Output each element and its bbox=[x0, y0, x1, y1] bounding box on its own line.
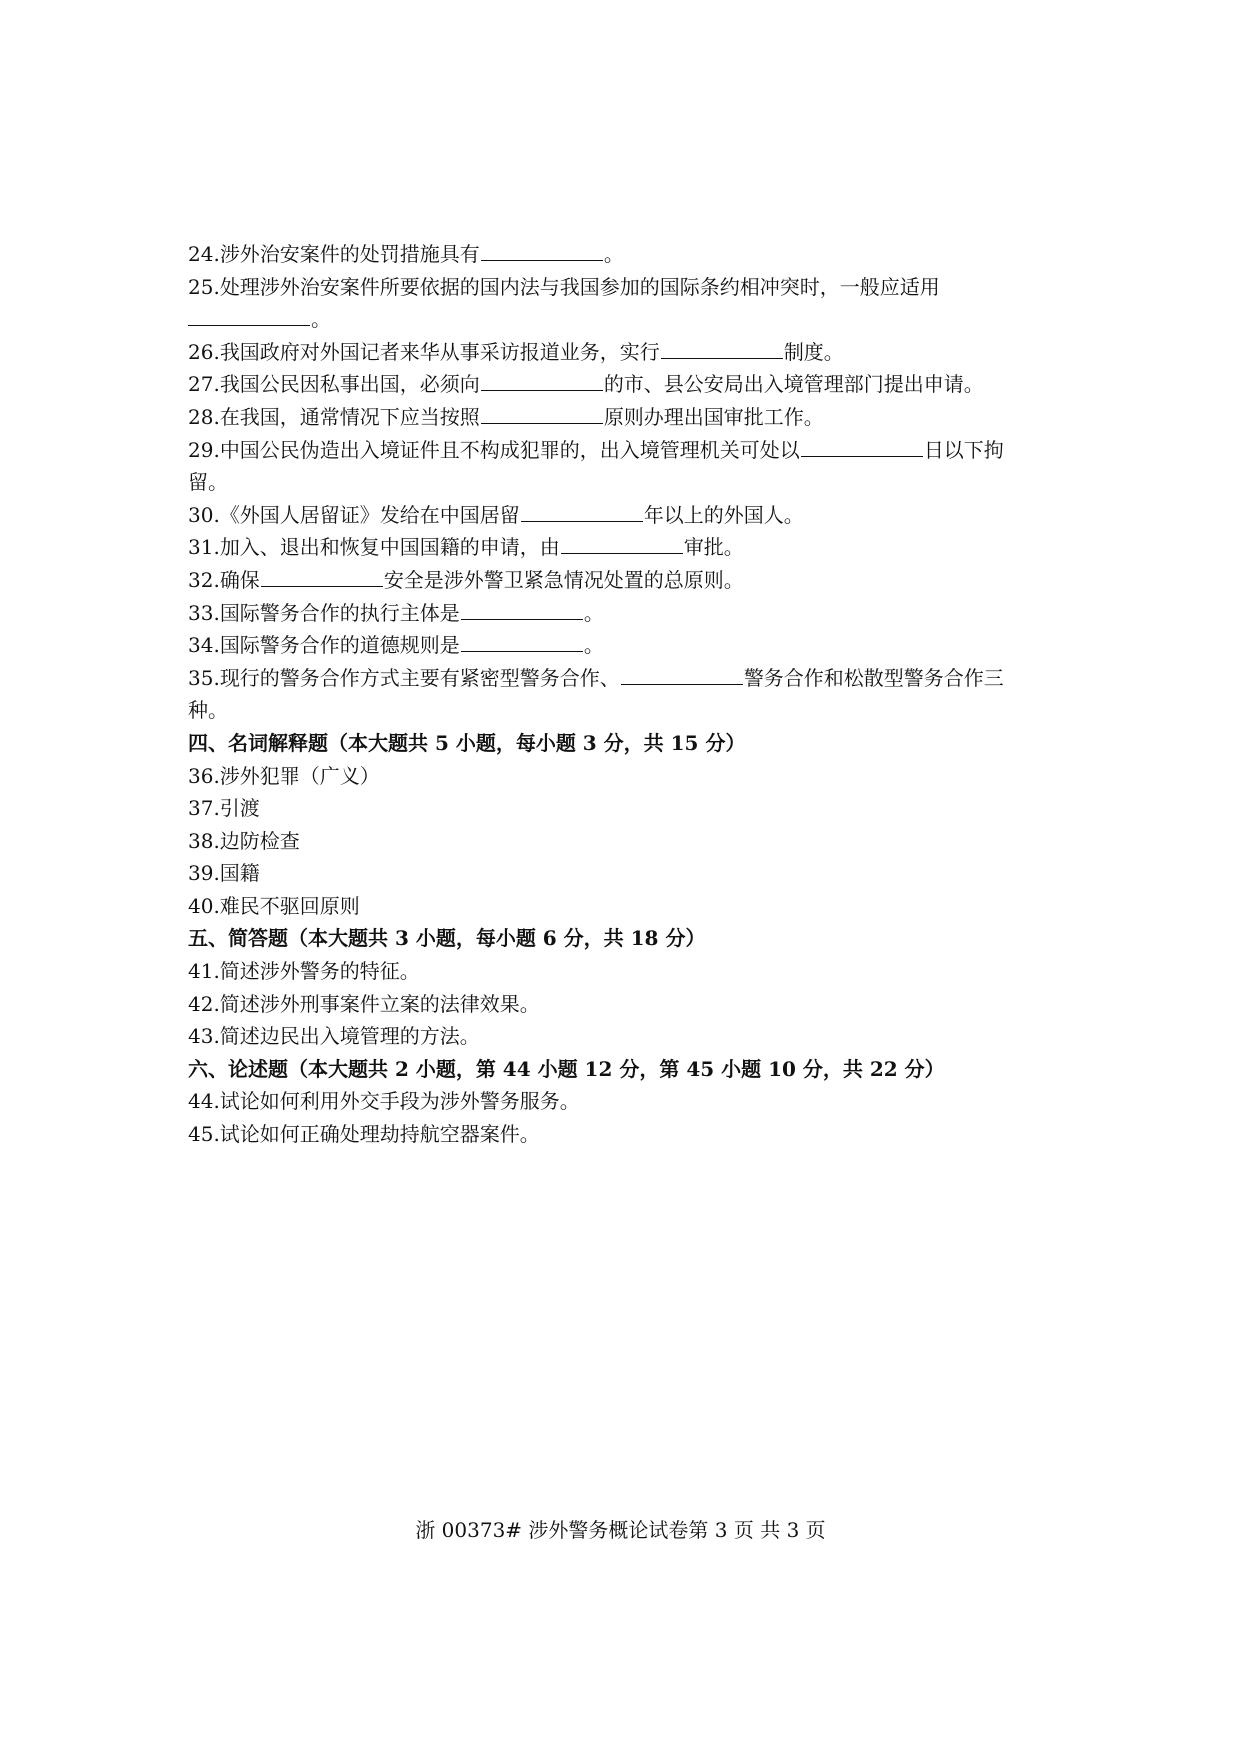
question-34: 34.国际警务合作的道德规则是 。 bbox=[188, 629, 1068, 662]
question-24: 24.涉外治安案件的处罚措施具有 。 bbox=[188, 238, 1068, 271]
question-25-continued: 。 bbox=[188, 303, 1068, 336]
question-29: 29.中国公民伪造出入境证件且不构成犯罪的，出入境管理机关可处以 日以下拘 bbox=[188, 434, 1068, 467]
question-43: 43.简述边民出入境管理的方法。 bbox=[188, 1024, 480, 1049]
answer-blank bbox=[801, 434, 923, 457]
section-heading-5: 五、简答题（本大题共 3 小题，每小题 6 分，共 18 分） bbox=[188, 926, 706, 951]
answer-blank bbox=[261, 564, 383, 587]
answer-blank bbox=[621, 662, 743, 685]
answer-blank bbox=[481, 368, 603, 391]
question-44: 44.试论如何利用外交手段为涉外警务服务。 bbox=[188, 1089, 580, 1114]
page-footer: 浙 00373# 涉外警务概论试卷第 3 页 共 3 页 bbox=[415, 1518, 826, 1542]
question-26: 26.我国政府对外国记者来华从事采访报道业务，实行 制度。 bbox=[188, 336, 1068, 369]
answer-blank bbox=[461, 597, 583, 620]
section-heading-4: 四、名词解释题（本大题共 5 小题，每小题 3 分，共 15 分） bbox=[188, 730, 746, 755]
answer-blank bbox=[561, 531, 683, 554]
answer-blank bbox=[521, 499, 643, 522]
exam-content bbox=[188, 238, 1068, 1151]
question-35: 35.现行的警务合作方式主要有紧密型警务合作、 警务合作和松散型警务合作三 bbox=[188, 662, 1068, 695]
answer-blank bbox=[188, 303, 310, 326]
answer-blank bbox=[481, 238, 603, 261]
question-41: 41.简述涉外警务的特征。 bbox=[188, 959, 420, 984]
answer-blank bbox=[661, 336, 783, 359]
question-35-continued: 种。 bbox=[188, 698, 228, 723]
question-28: 28.在我国，通常情况下应当按照 原则办理出国审批工作。 bbox=[188, 401, 1068, 434]
question-36: 36.涉外犯罪（广义） bbox=[188, 763, 380, 788]
question-30: 30.《外国人居留证》发给在中国居留 年以上的外国人。 bbox=[188, 499, 1068, 532]
question-25: 25.处理涉外治安案件所要依据的国内法与我国参加的国际条约相冲突时，一般应适用 bbox=[188, 274, 940, 299]
answer-blank bbox=[481, 401, 603, 424]
question-32: 32.确保 安全是涉外警卫紧急情况处置的总原则。 bbox=[188, 564, 1068, 597]
question-45: 45.试论如何正确处理劫持航空器案件。 bbox=[188, 1122, 540, 1147]
question-27: 27.我国公民因私事出国，必须向 的市、县公安局出入境管理部门提出申请。 bbox=[188, 368, 1068, 401]
question-40: 40.难民不驱回原则 bbox=[188, 893, 360, 918]
question-31: 31.加入、退出和恢复中国国籍的申请，由 审批。 bbox=[188, 531, 1068, 564]
question-42: 42.简述涉外刑事案件立案的法律效果。 bbox=[188, 991, 540, 1016]
answer-blank bbox=[461, 629, 583, 652]
section-heading-6: 六、论述题（本大题共 2 小题，第 44 小题 12 分，第 45 小题 10 分，共 22 分） bbox=[188, 1056, 945, 1081]
question-37: 37.引渡 bbox=[188, 796, 260, 821]
question-39: 39.国籍 bbox=[188, 861, 260, 886]
question-33: 33.国际警务合作的执行主体是 。 bbox=[188, 597, 1068, 630]
question-29-continued: 留。 bbox=[188, 470, 228, 495]
question-38: 38.边防检查 bbox=[188, 828, 300, 853]
